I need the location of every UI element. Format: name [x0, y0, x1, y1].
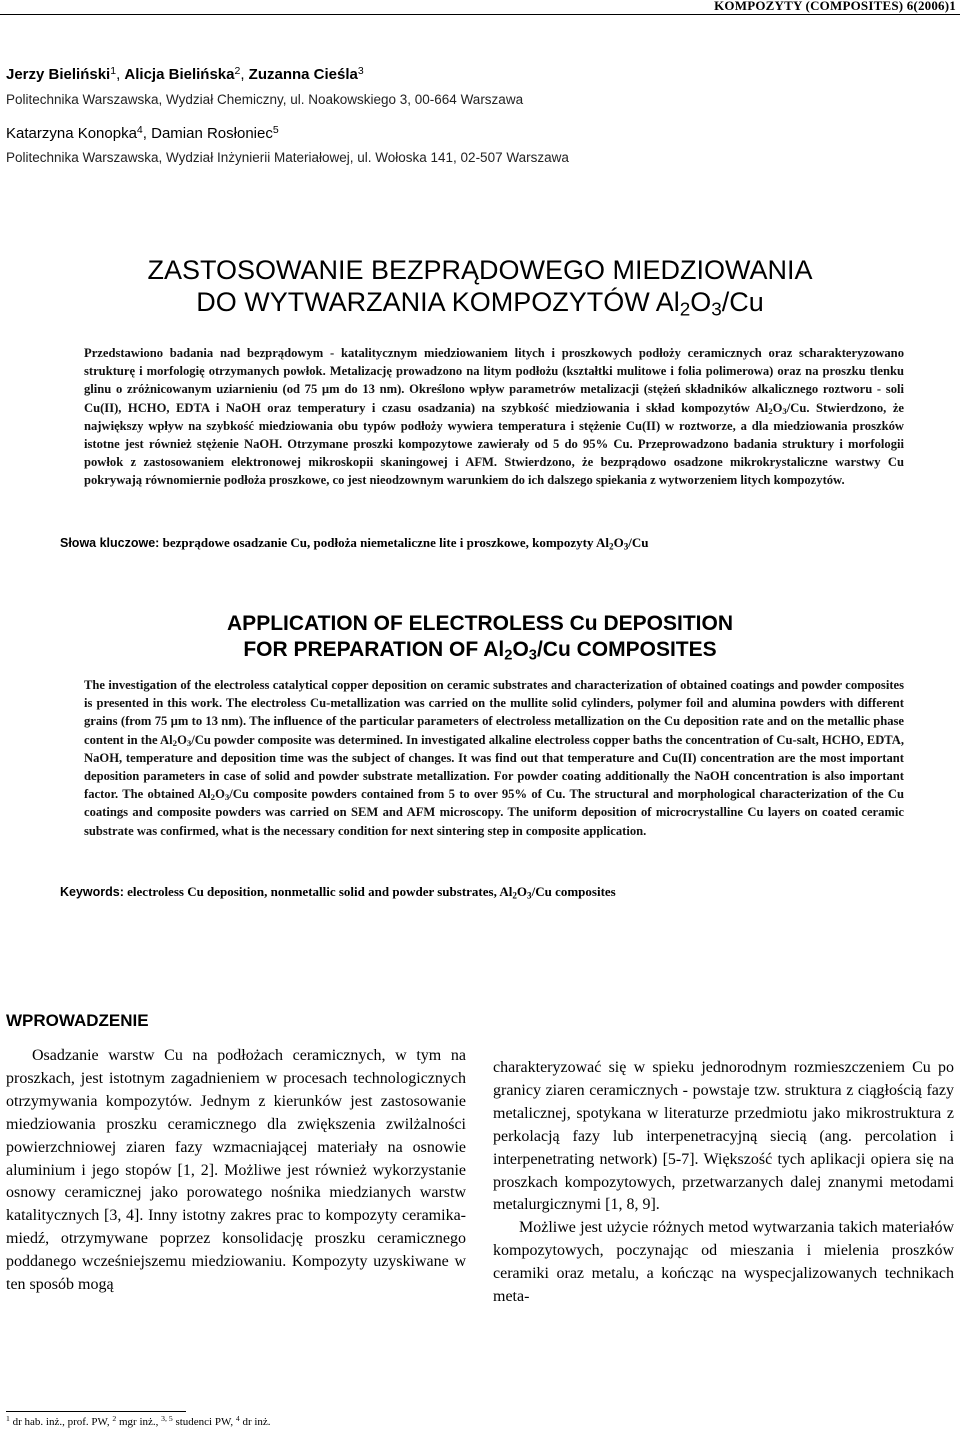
author-line-2: Katarzyna Konopka$^4$, Damian Rosłoniec$^5$ [6, 123, 279, 142]
title-english [0, 611, 960, 663]
journal-header: KOMPOZYTY (COMPOSITES) 6(2006)1 [714, 0, 956, 13]
title-polish-line-2: DO WYTWARZANIA KOMPOZYTÓW $Al_2O_3/Cu$ [196, 287, 764, 321]
author-sup: 4 [136, 123, 143, 136]
abstract-polish: Przedstawiono badania nad bezprądowym - katalitycznym miedziowaniem litych i proszkowych podłoży ceramicznych oraz scharakteryzowano strukturę i morfologię otrzymanych powłok. Metalizację prowadzono na litym podłożu (kształtki mulitowe i folia polimerowa) oraz na proszku tlenku glinu o zróżnicowanym uziarnieniu (od 75 µm do 13 nm). Określono wpływ parametrów metalizacji (stężeń składników alkalicznego roztworu - soli Cu(II), HCHO, EDTA i NaOH oraz temperatury i czasu osadzania) na szybkość miedziowania i skład kompozytów $Al_2O_3/Cu$. Stwierdzono, że największy wpływ na szybkość miedziowania obu typów podłoży wywiera temperatura i stężenie Cu(II) w roztworze, a dla miedziowania proszków istotne jest również stężenie NaOH. Otrzymane proszki kompozytowe zawierały od 5 do 95% Cu. Przeprowadzono badania struktury i morfologii powłok z zastosowaniem elektronowej mikroskopii skaningowej i AFM. Stwierdzono, że bezprądowo osadzone mikrokrystaliczne warstwy Cu pokrywają równomiernie podłoża proszkowe, co jest nieodzownym warunkiem do ich dalszego spiekania z wytworzeniem litych kompozytów. [84, 346, 904, 488]
keywords-label: Słowa kluczowe: [60, 536, 160, 550]
author-sup: 2 [234, 64, 241, 77]
title-english-line-2: FOR PREPARATION OF $Al_2O_3/Cu$ COMPOSITES [243, 638, 717, 664]
keywords-label: Keywords: [60, 885, 124, 899]
header-rule [0, 14, 960, 15]
title-english-line-1: APPLICATION OF ELECTROLESS Cu DEPOSITION [227, 612, 733, 635]
abstract-english: The investigation of the electroless catalytical copper deposition on ceramic substrates and characterization of obtained coatings and powder composites is presented in this work. The electroless Cu-metallization was carried on the mullite solid cylinders, polymer foil and alumina powders with different grains (from 75 µm to 13 nm). The influence of the particular parameters of electroless metallization on the Cu deposition rate and on the metallic phase content in the $Al_2O_3/Cu$ powder composite was determined. In investigated alkaline electroless copper baths the concentration of Cu-salt, HCHO, EDTA, NaOH, temperature and deposition time was the subject of changes. It was find out that temperature and Cu(II) concentration are the most important deposition parameters in case of solid and powder substrate metallization. For powder coating additionally the NaOH concentration is also important factor. The obtained $Al_2O_3/Cu$ composite powders contained from 5 to over 95% of Cu. The structural and morphological characterization of the Cu coatings and composite powders was carried on SEM and AFM microscopy. The uniform deposition of microcrystalline Cu layers on coated ceramic substrate was confirmed, what is the necessary condition for next sintering step in composite application. [84, 678, 905, 838]
intro-right-column [493, 1057, 954, 1309]
author-line-1: Jerzy Bieliński$^1$, Alicja Bielińska$^2$, Zuzanna Cieśla$^3$ [6, 64, 364, 83]
footnote-rule [6, 1411, 186, 1412]
author-name: Damian Rosłoniec [151, 125, 273, 142]
intro-paragraph: Możliwe jest użycie różnych metod wytwarzania takich materiałów kompozytowych, poczynając od mieszania i mielenia proszków ceramiki oraz metalu, a kończąc na wyspecjalizowanych technikach meta- [493, 1219, 954, 1306]
affiliation-2: Politechnika Warszawska, Wydział Inżynierii Materiałowej, ul. Wołoska 141, 02-507 Warszawa [6, 150, 569, 165]
keywords-polish: Słowa kluczowe: bezprądowe osadzanie Cu, podłoża niemetaliczne lite i proszkowe, kompozyty $Al_2O_3/Cu$ [60, 535, 649, 552]
title-polish [0, 254, 960, 321]
author-name: Jerzy Bieliński [6, 66, 111, 83]
author-name: Katarzyna Konopka [6, 125, 137, 142]
author-name: Alicja Bielińska [124, 66, 235, 83]
intro-left-column [6, 1045, 466, 1297]
author-name: Zuzanna Cieśla [248, 66, 358, 83]
affiliation-1: Politechnika Warszawska, Wydział Chemiczny, ul. Noakowskiego 3, 00-664 Warszawa [6, 92, 524, 107]
author-sup: 1 [110, 64, 117, 77]
intro-paragraph: Osadzanie warstw Cu na podłożach ceramicznych, w tym na proszkach, jest istotnym zagadnieniem w procesach technologicznych otrzymywania kompozytów. Jednym z kierunków jest zastosowanie miedziowania proszku ceramicznego dla zwiększenia zwilżalności powierzchniowej ziaren fazy wzmacniającej materiały na osnowie aluminium i jego stopów [1, 2]. Możliwe jest również wykorzystanie osnowy ceramicznej jako porowatego nośnika miedzianych warstw katalitycznych [3, 4]. Inny istotny zakres prac to kompozyty ceramika-miedź, otrzymywane poprzez konsolidację proszku ceramicznego poddanego wcześniejszemu miedziowaniu. Kompozyty uzyskiwane w ten sposób mogą [6, 1047, 466, 1294]
section-heading-introduction: WPROWADZENIE [6, 1011, 149, 1030]
keywords-english: Keywords: electroless Cu deposition, nonmetallic solid and powder substrates, $Al_2O_3/Cu$ composites [60, 884, 616, 901]
author-sup: 5 [272, 123, 279, 136]
author-sup: 3 [357, 64, 364, 77]
intro-paragraph: charakteryzować się w spieku jednorodnym rozmieszczeniem Cu po granicy ziaren ceramicznych - powstaje tzw. struktura z ciągłością fazy metalicznej, spotykana w literaturze przedmiotu jako mikrostruktura z perkolacją fazy lub interpenetracyjną siecią (ang. percolation i interpenetrating network) [5-7]. Większość tych aplikacji opiera się na proszkach kompozytowych, przetwarzanych dalej znanymi metodami metalurgicznymi [1, 8, 9]. [493, 1059, 954, 1214]
title-polish-line-1: ZASTOSOWANIE BEZPRĄDOWEGO MIEDZIOWANIA [147, 255, 813, 285]
footnote: $^1$ dr hab. inż., prof. PW, $^2$ mgr inż., $^{3, 5}$ studenci PW, $^4$ dr inż. [6, 1414, 271, 1428]
